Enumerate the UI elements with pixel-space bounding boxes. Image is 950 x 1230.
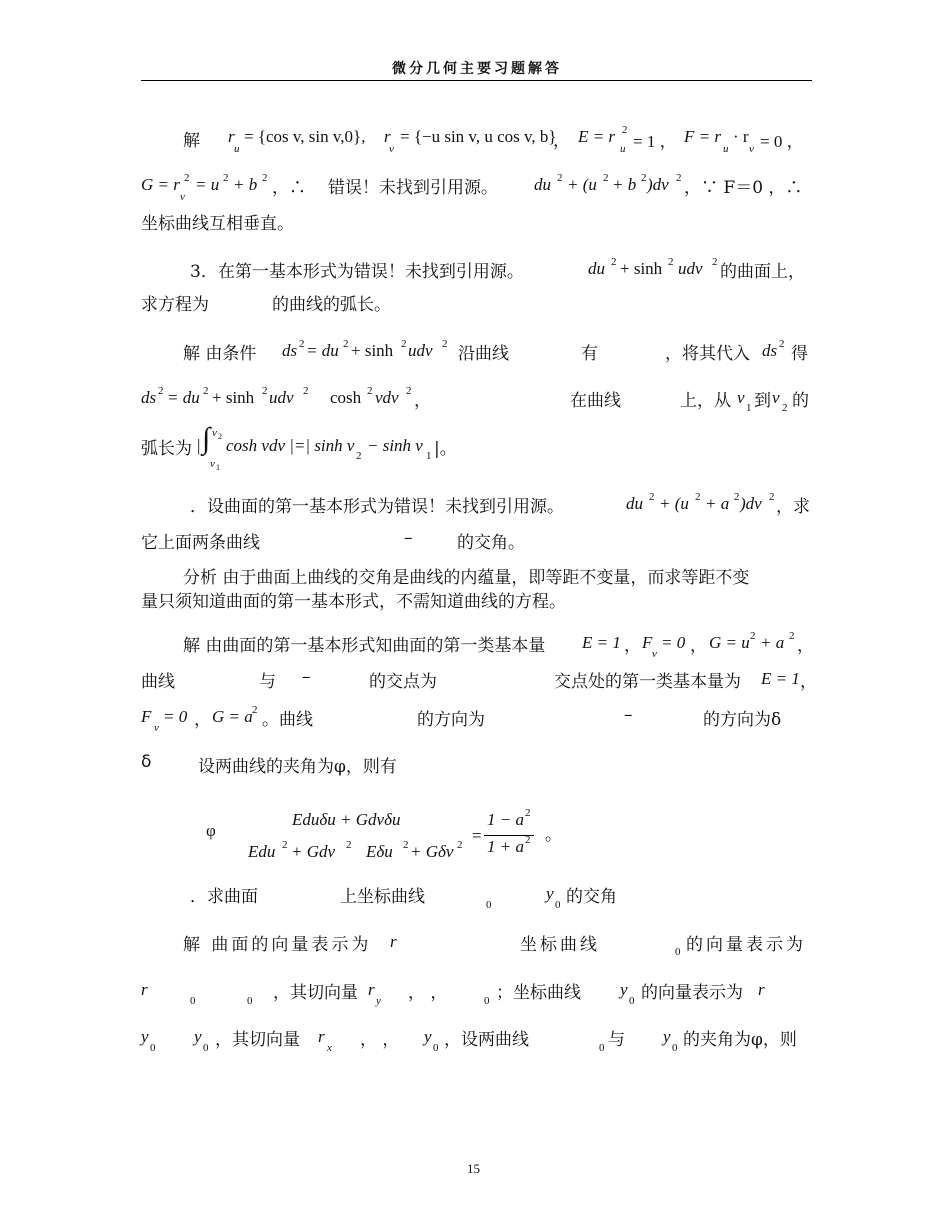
s3-from: 上，从 <box>680 391 731 411</box>
s5-let: ，设两曲线 <box>444 1030 529 1050</box>
sup: 2 <box>282 839 288 851</box>
sup: 2 <box>262 172 268 184</box>
sup: 2 <box>158 385 164 397</box>
q3-udv: udv <box>678 259 703 278</box>
E-value: = 1 ， <box>633 132 677 151</box>
analysis-line-1: 分析 由于曲面上曲线的交角是曲线的内蕴量，即等距不变量，而求等距不变 <box>183 568 750 588</box>
comma: ， <box>624 636 641 656</box>
q4-dash: – <box>404 528 413 548</box>
int-upper-sub: 2 <box>218 432 222 441</box>
s4-at-point: 交点处的第一类基本量为 <box>554 672 741 692</box>
sup: 2 <box>457 839 463 851</box>
sup: 2 <box>789 630 795 642</box>
s4-G2: G = a <box>212 707 253 726</box>
sub: 0 <box>150 1042 156 1054</box>
therefore: ，∴ <box>272 178 306 198</box>
s5-coord2: ；坐标曲线 <box>496 983 581 1003</box>
s5-y4: y <box>663 1027 671 1046</box>
sup: 2 <box>401 338 407 350</box>
comma: ， <box>690 636 707 656</box>
sup: 2 <box>367 385 373 397</box>
s5-commas2: ， ， <box>360 1030 400 1050</box>
sup: 2 <box>734 491 740 503</box>
s3-comma: ， <box>414 391 431 411</box>
s5-r: r <box>390 932 397 951</box>
s4-direction2: 的方向为δ <box>703 710 782 730</box>
s3-du: = du <box>306 341 339 360</box>
sup: 2 <box>346 839 352 851</box>
s5-y0: y <box>620 980 628 999</box>
ds-b: + b <box>612 175 637 194</box>
s5-tangent2: ，其切向量 <box>215 1030 300 1050</box>
integral-sign: ∫ <box>202 422 211 455</box>
s4-text: 解 由曲面的第一基本形式知曲面的第一类基本量 <box>183 636 546 656</box>
s3-to: 到 <box>754 391 771 411</box>
s3-arclength: 弧长为 <box>141 439 192 459</box>
sup: 2 <box>406 385 412 397</box>
s3-ds3: ds <box>141 388 157 407</box>
sub: 2 <box>782 402 788 414</box>
q5-y: y <box>546 884 554 903</box>
s4-intersection: 的交点为 <box>369 672 437 692</box>
sup-2: 2 <box>622 124 628 136</box>
q4-u: + (u <box>659 494 689 513</box>
vec-r-v: r <box>384 127 391 146</box>
s3-cosh-int: cosh vdv |=| sinh v <box>226 436 355 455</box>
q5-angle: 的交角 <box>566 887 617 907</box>
solution-label: 解 <box>183 131 200 151</box>
sup: 2 <box>525 834 531 846</box>
formula-rden: 1 + a <box>487 837 524 856</box>
s5-r3: r <box>758 980 765 999</box>
sub: 1 <box>426 450 432 462</box>
s3-minus-sinh: − sinh v <box>367 436 423 455</box>
sup: 2 <box>252 704 258 716</box>
sup: 2 <box>695 491 701 503</box>
s3-sinh2: + sinh <box>212 388 255 407</box>
sup: 2 <box>769 491 775 503</box>
s3-text: 解 由条件 <box>183 344 257 364</box>
ds-du: du <box>534 175 551 194</box>
s5-coord: 坐标曲线 <box>520 935 600 955</box>
s3-of: 的 <box>792 391 809 411</box>
s3-udv: udv <box>408 341 433 360</box>
sup: 2 <box>649 491 655 503</box>
rv-expression: = {−u sin v, u cos v, b} <box>400 127 557 146</box>
s4-F2: F <box>141 707 152 726</box>
sup: 2 <box>303 385 309 397</box>
s4-a: + a <box>760 633 785 652</box>
ds-u: + (u <box>567 175 597 194</box>
s5-y1: y <box>141 1027 149 1046</box>
sub-u2: u <box>620 143 626 155</box>
sup: 2 <box>403 839 409 851</box>
G-u: = u <box>195 175 220 194</box>
sub: x <box>327 1042 332 1054</box>
sup: 2 <box>557 172 563 184</box>
s3-v2: v <box>772 388 780 407</box>
s5-ry: r <box>368 980 375 999</box>
formula-equals: = <box>472 826 482 845</box>
sub: 2 <box>356 450 362 462</box>
sup: 2 <box>442 338 448 350</box>
s5-text: 解 曲面的向量表示为 <box>183 935 372 955</box>
int-lower-sub: 1 <box>216 463 220 472</box>
sub-v2: v <box>749 143 754 155</box>
sup: 2 <box>299 338 305 350</box>
sup: 2 <box>184 172 190 184</box>
vec-r-u: r <box>228 127 235 146</box>
s3-udv2: udv <box>269 388 294 407</box>
sup: 2 <box>262 385 268 397</box>
E-def: E = r <box>578 127 615 146</box>
s4-dash2: – <box>624 705 633 725</box>
formula-rnum: 1 − a <box>487 810 524 829</box>
q3-text: 的曲面上， <box>720 262 805 282</box>
s4-angle: 设两曲线的夹角为φ，则有 <box>198 757 397 777</box>
s4-dash: – <box>302 667 311 687</box>
ds-dv: )dv <box>647 175 669 194</box>
s4-direction: 的方向为 <box>417 710 485 730</box>
s3-have: 有 <box>581 344 598 364</box>
question-5: ．求曲面 <box>190 887 258 907</box>
sub: 0 <box>203 1042 209 1054</box>
sub: v <box>154 722 159 734</box>
s4-F2-val: = 0 <box>163 707 188 726</box>
s5-and: 与 <box>608 1030 625 1050</box>
q4-text2: 的交角。 <box>457 533 525 553</box>
sub-v: v <box>389 143 394 155</box>
sup: 2 <box>203 385 209 397</box>
s4-curve2: 。曲线 <box>262 710 313 730</box>
s4-and: 与 <box>259 672 276 692</box>
comma: ， <box>553 131 570 151</box>
header-rule <box>141 80 812 81</box>
sup: 2 <box>343 338 349 350</box>
sup: 2 <box>603 172 609 184</box>
q3-du: du <box>588 259 605 278</box>
comma: ， <box>800 672 817 692</box>
s4-E: E = 1 <box>582 633 621 652</box>
s3-get: 得 <box>791 344 808 364</box>
G-def: G = r <box>141 175 180 194</box>
sup: 2 <box>223 172 229 184</box>
s3-substitute: ，将其代入 <box>665 344 750 364</box>
sub: 0 <box>433 1042 439 1054</box>
comma: ， <box>194 710 211 730</box>
sup: 2 <box>525 807 531 819</box>
sub: 0 <box>672 1042 678 1054</box>
ru-expression: = {cos v, sin v,0}, <box>244 127 366 146</box>
sub: 1 <box>746 402 752 414</box>
dot-rv: · r <box>733 127 749 146</box>
s5-r2: r <box>141 980 148 999</box>
q4-du: du <box>626 494 643 513</box>
question-3: 3．在第一基本形式为错误！未找到引用源。 <box>190 262 524 282</box>
sup: 2 <box>676 172 682 184</box>
phi-symbol: φ <box>206 821 216 840</box>
s3-cosh: cosh <box>330 388 362 407</box>
q5-text: 上坐标曲线 <box>340 887 425 907</box>
s5-vec: 的向量表示为 <box>686 935 806 955</box>
q4-a: + a <box>705 494 730 513</box>
ref-error: 错误！未找到引用源。 <box>328 178 498 198</box>
s3-vdv: vdv <box>375 388 399 407</box>
s5-y3: y <box>424 1027 432 1046</box>
formula-den-2: + Gdv <box>291 842 336 861</box>
s3-on-curve: 在曲线 <box>570 391 621 411</box>
F-def: F = r <box>684 127 721 146</box>
conclusion: 坐标曲线互相垂直。 <box>141 214 294 234</box>
s5-vec2: 的向量表示为 <box>641 983 743 1003</box>
q4-text: 它上面两条曲线 <box>141 533 260 553</box>
F-value: = 0 ， <box>760 132 804 151</box>
sub: v <box>652 648 657 660</box>
sup: 2 <box>779 338 785 350</box>
q3-sinh: + sinh <box>620 259 663 278</box>
s5-rx: r <box>318 1027 325 1046</box>
analysis-line-2: 量只须知道曲面的第一基本形式，不需知道曲线的方程。 <box>141 592 566 612</box>
s5-angle: 的夹角为φ，则 <box>683 1030 797 1050</box>
s4-E2: E = 1 <box>761 669 800 688</box>
s3-end: |。 <box>434 439 457 459</box>
sub-v3: v <box>180 191 185 203</box>
sub: 0 <box>486 899 492 911</box>
sub: 0 <box>190 995 196 1007</box>
q3-text2: 求方程为 <box>141 295 209 315</box>
sub: 0 <box>675 946 681 958</box>
delta-symbol: δ <box>141 752 152 772</box>
sub-u: u <box>234 143 240 155</box>
formula-den-3: Eδu <box>366 842 393 861</box>
int-lower: v <box>210 458 215 470</box>
comma: ， <box>797 636 814 656</box>
formula-den-4: + Gδv <box>410 842 454 861</box>
q3-text3: 的曲线的弧长。 <box>272 295 391 315</box>
s3-ds: ds <box>282 341 298 360</box>
int-upper: v <box>212 427 217 439</box>
sup: 2 <box>641 172 647 184</box>
q4-dv: )dv <box>740 494 762 513</box>
formula-den-1: Edu <box>248 842 276 861</box>
question-4: ．设曲面的第一基本形式为错误！未找到引用源。 <box>190 497 564 517</box>
s5-commas: ， ， <box>408 983 448 1003</box>
s3-along: 沿曲线 <box>458 344 509 364</box>
q4-ask: ，求 <box>776 497 810 517</box>
s3-sinh: + sinh <box>351 341 394 360</box>
s3-v1: v <box>737 388 745 407</box>
s4-curve: 曲线 <box>141 672 175 692</box>
s4-F: F <box>642 633 653 652</box>
sup: 2 <box>611 256 617 268</box>
sup: 2 <box>750 630 756 642</box>
sub: 0 <box>484 995 490 1007</box>
sub-u3: u <box>723 143 729 155</box>
formula-numerator: Eduδu + Gdvδu <box>292 810 401 829</box>
s5-tangent: ，其切向量 <box>273 983 358 1003</box>
s4-F-val: = 0 <box>661 633 686 652</box>
sup: 2 <box>712 256 718 268</box>
sub: 0 <box>599 1042 605 1054</box>
abs-bar: | <box>197 436 201 455</box>
page-number: 15 <box>467 1161 480 1176</box>
sub: 0 <box>629 995 635 1007</box>
sub: y <box>376 995 381 1007</box>
G-b: + b <box>233 175 258 194</box>
s5-y2: y <box>194 1027 202 1046</box>
sub: 0 <box>247 995 253 1007</box>
formula-end: 。 <box>545 825 562 845</box>
sub: 0 <box>555 899 561 911</box>
because-F: ，∵ F＝0 ，∴ <box>684 178 803 198</box>
sup: 2 <box>668 256 674 268</box>
s3-ds2: ds <box>762 341 778 360</box>
page-header-title: 微分几何主要习题解答 <box>392 61 562 77</box>
s4-G: G = u <box>709 633 750 652</box>
s3-du2: = du <box>167 388 200 407</box>
